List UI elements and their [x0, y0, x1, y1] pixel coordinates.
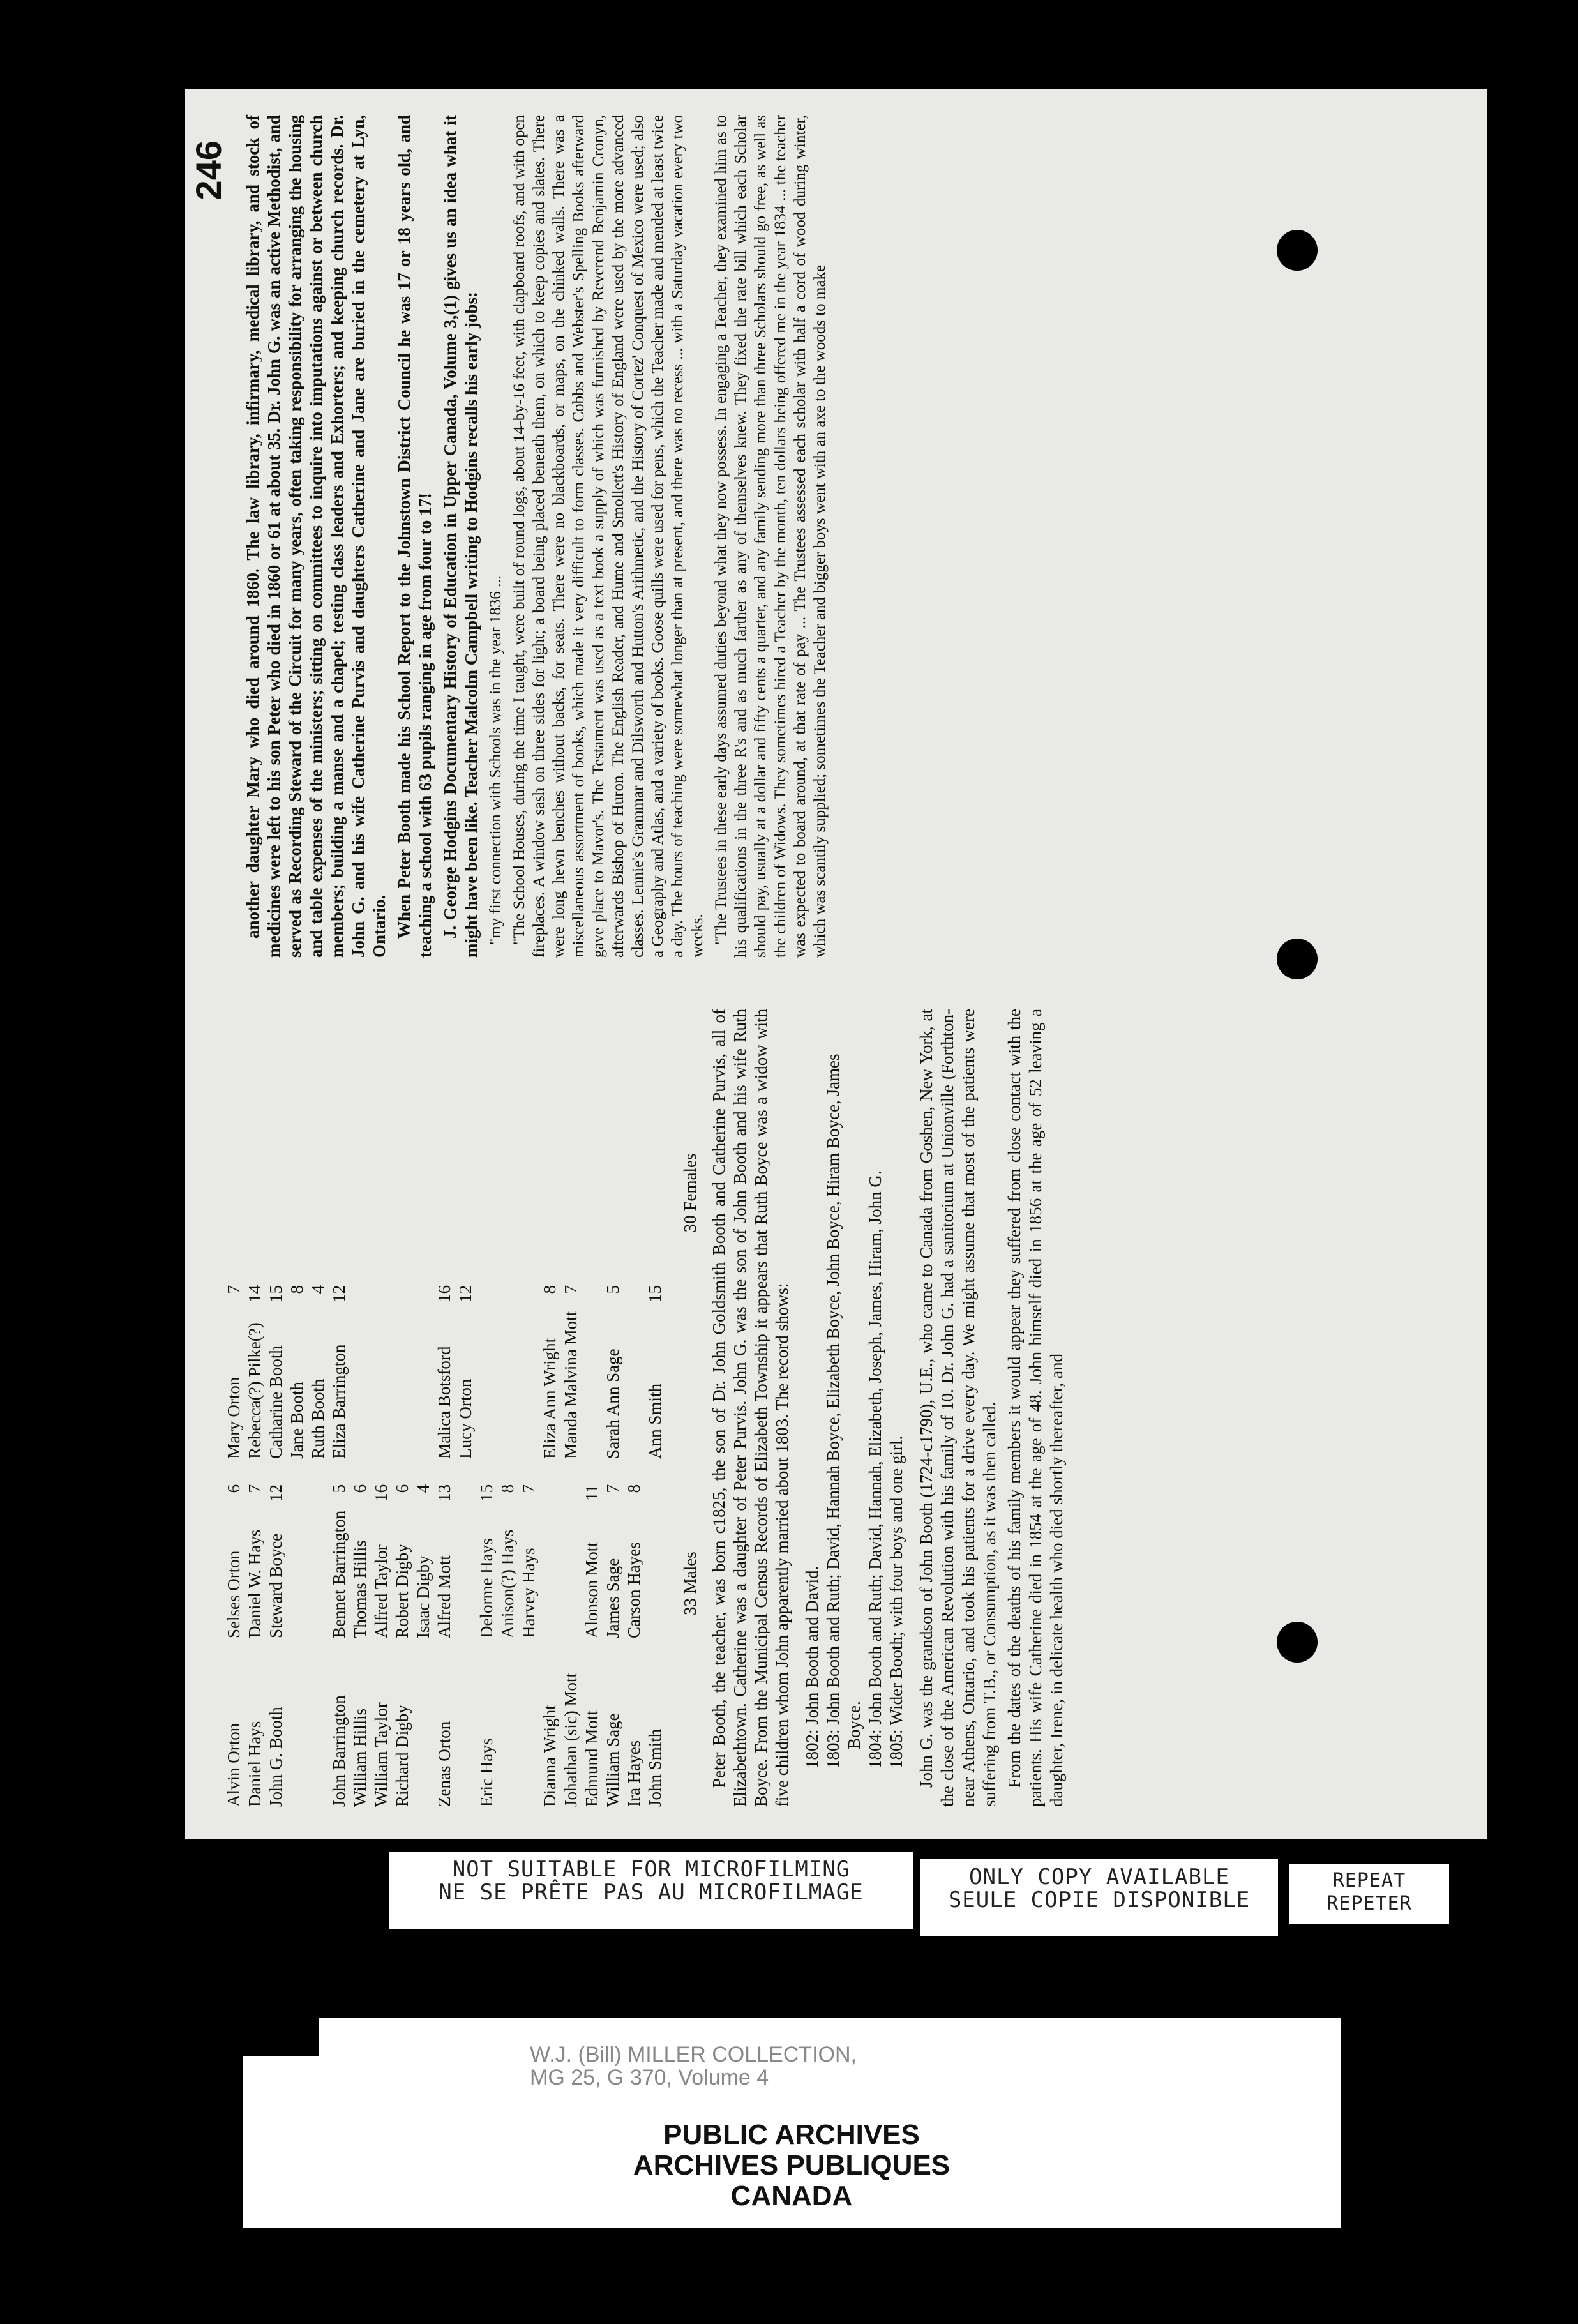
girl-name: Eliza Ann Wright	[540, 1338, 559, 1459]
boy-name	[560, 1502, 582, 1638]
girl-name	[518, 1302, 539, 1459]
girl-name	[582, 1302, 603, 1459]
parent-name: John Barrington	[329, 1695, 349, 1807]
parent-age	[392, 1638, 413, 1664]
paragraph-mary-peter: another daughter Mary who died around 1860. The law library, infirmary, medical library, and stock of medicines were left to his son Peter who died in 1860 or 61 at about 35. Dr. John G. was an active Methodist, and served as Recording Steward of the Circuit for many years, often taking responsibility for arranging the housing and table expenses of the ministers; sitting on committees to inquire into imputations against or between church members; building a manse and a chapel; testing class leaders and Exhorters; and keeping church records. Dr. John G. and his wife Catherine Purvis and daughters Catherine and Jane are buried in the cemetery at Lyn, Ontario.	[243, 115, 389, 958]
paragraph-hodgins: J. George Hodgins Documentary History of Education in Upper Canada, Volume 3,(1) gives us an idea what it might have been like. Teacher Malcolm Campbell writing to Hodgins recalls his early jobs:	[440, 115, 481, 958]
paragraph-family-deaths: From the dates of the deaths of his family members it would appear they suffered from close contact with the patients. His wife Catherine died in 1854 at the age of 48. John himself died in 1856 at the age of 52 leaving a daughter, Irene, in delicate health who died shortly thereafter, and	[1005, 1009, 1066, 1807]
parent-name: William Hillis	[350, 1708, 370, 1807]
campbell-quote	[486, 115, 830, 958]
boy-age: 15	[477, 1484, 496, 1502]
boy-name: Anison(?) Hays	[498, 1529, 517, 1639]
parent-age	[518, 1638, 539, 1664]
repeat-stamp: REPEAT REPETER	[1289, 1864, 1449, 1924]
boy-age	[308, 1459, 329, 1502]
girl-name: Rebecca(?) Pilke(?)	[245, 1322, 264, 1459]
table-row	[350, 1260, 371, 1807]
boy-name: Delorme Hays	[477, 1538, 496, 1639]
boy-name: Isaac Digby	[414, 1555, 433, 1639]
parent-name: Eric Hays	[477, 1738, 496, 1807]
parent-age	[350, 1638, 371, 1664]
boy-age	[645, 1459, 666, 1502]
girl-age	[518, 1260, 539, 1302]
parent-name: Johathan (sic) Mott	[561, 1673, 580, 1807]
boy-age	[539, 1459, 560, 1502]
females-total: 30 Females	[680, 1153, 700, 1233]
boy-age: 6	[350, 1484, 370, 1493]
girl-name	[371, 1302, 392, 1459]
table-row	[455, 1260, 476, 1807]
boy-age: 6	[393, 1484, 412, 1493]
boy-name: Carson Hayes	[624, 1542, 643, 1639]
girl-name: Ann Smith	[645, 1384, 665, 1459]
parent-age	[497, 1638, 518, 1664]
girl-name: Jane Booth	[287, 1382, 306, 1459]
label-notch	[243, 2018, 319, 2056]
boy-age: 7	[519, 1484, 538, 1493]
boy-age: 11	[582, 1484, 601, 1501]
boy-name	[645, 1502, 666, 1638]
document-page	[185, 89, 1487, 1839]
girl-name	[497, 1302, 518, 1459]
paragraph-school-report: When Peter Booth made his School Report to the Johnstown District Council he was 17 or 18 years old, and teaching a school with 63 pupils ranging in age from four to 17!	[395, 115, 435, 958]
girl-age: 15	[645, 1285, 665, 1302]
boy-name: Alfred Taylor	[372, 1544, 391, 1639]
parent-age	[287, 1638, 308, 1664]
girl-age	[413, 1260, 434, 1302]
girl-age: 8	[287, 1285, 306, 1294]
boy-name	[539, 1502, 560, 1638]
girl-age: 7	[224, 1285, 243, 1294]
boy-age: 16	[372, 1484, 391, 1502]
table-row	[539, 1260, 560, 1807]
boy-age	[560, 1459, 582, 1502]
table-row	[624, 1260, 645, 1807]
paragraph-peter-booth: Peter Booth, the teacher, was born c1825, the son of Dr. John Goldsmith Booth and Catherine Purvis, all of Elizabethtown. Catherine was a daughter of Peter Purvis. John G. was the son of John Booth and his wife Ruth Boyce. From the Municipal Census Records of Elizabeth Township it appears that Ruth Boyce was a widow with five children whom John apparently married about 1803. The record shows:	[709, 1009, 792, 1807]
table-row	[392, 1260, 413, 1807]
boy-age	[455, 1459, 476, 1502]
girl-age	[582, 1260, 603, 1302]
boy-age	[287, 1459, 308, 1502]
girl-age	[371, 1260, 392, 1302]
girl-age	[392, 1260, 413, 1302]
boy-name: Alfred Mott	[435, 1555, 454, 1639]
parent-name: Zenas Orton	[435, 1721, 454, 1807]
parent-name: Alvin Orton	[224, 1723, 243, 1807]
parent-age	[329, 1638, 350, 1664]
girl-name: Lucy Orton	[456, 1378, 475, 1459]
parent-name	[287, 1664, 308, 1807]
boy-age: 8	[624, 1484, 643, 1493]
girl-age: 8	[540, 1285, 559, 1294]
boy-name: Daniel W. Hays	[245, 1529, 264, 1639]
table-row	[434, 1260, 455, 1807]
boy-age: 6	[224, 1484, 243, 1493]
parent-age	[455, 1638, 476, 1664]
girl-age: 12	[456, 1285, 475, 1302]
boy-name: Harvey Hays	[519, 1548, 538, 1639]
census-records	[802, 1009, 907, 1769]
parent-age	[582, 1638, 603, 1664]
table-row	[582, 1260, 603, 1807]
girl-name: Ruth Booth	[308, 1378, 327, 1459]
left-column	[185, 1009, 1487, 1807]
school-roster-table	[223, 1260, 666, 1807]
girl-name: Catharine Booth	[266, 1345, 285, 1459]
archives-label	[243, 2018, 1341, 2228]
girl-name	[350, 1302, 371, 1459]
table-row	[413, 1260, 434, 1807]
girl-age	[624, 1260, 645, 1302]
parent-name: Ira Hayes	[624, 1740, 643, 1807]
girl-age: 5	[603, 1285, 622, 1294]
parent-name	[518, 1664, 539, 1807]
males-total: 33 Males	[680, 1551, 700, 1615]
girl-age: 14	[245, 1285, 264, 1302]
boy-age: 13	[435, 1484, 454, 1502]
table-row	[223, 1260, 244, 1807]
parent-name: Edmund Mott	[582, 1710, 601, 1807]
archives-title: PUBLIC ARCHIVES ARCHIVES PUBLIQUES CANADA	[633, 2119, 951, 2212]
parent-name: Dianna Wright	[540, 1705, 559, 1807]
boy-age: 12	[266, 1484, 285, 1502]
parent-age	[413, 1638, 434, 1664]
quote-paragraph: "The Trustees in these early days assumed duties beyond what they now possess. In engaging a Teacher, they examined him as to his qualifications in the three R's and as much farther as any of themselves knew. They fixed the rate bill which each Scholar should pay, usually at a dollar and fifty cents a quarter, and any family sending more than three Scholars should go free, as well as the children of Widows. They sometimes hired a Teacher by the month, ten dollars being offered me in the year 1834 ... the teacher was expected to board around, at that rate of pay ... The Trustees assessed each scholar with half a cord of wood during winter, which was scantily supplied; sometimes the Teacher and bigger boys went with an axe to the woods to make	[712, 115, 829, 958]
girl-age	[350, 1260, 371, 1302]
table-row	[266, 1260, 287, 1807]
parent-age	[624, 1638, 645, 1664]
boy-age: 8	[498, 1484, 517, 1493]
parent-name	[497, 1664, 518, 1807]
table-row	[371, 1260, 392, 1807]
boy-name: Robert Digby	[393, 1544, 412, 1639]
census-record: 1805: Wider Booth; with four boys and one girl.	[887, 1435, 906, 1769]
not-suitable-stamp: NOT SUITABLE FOR MICROFILMING NE SE PRÊTE PAS AU MICROFILMAGE	[389, 1852, 913, 1929]
girl-name	[624, 1302, 645, 1459]
girl-name: Mary Orton	[224, 1377, 243, 1459]
parent-age	[434, 1638, 455, 1664]
parent-age	[308, 1638, 329, 1664]
girl-age: 12	[329, 1285, 349, 1302]
girl-name	[476, 1302, 497, 1459]
parent-age	[603, 1638, 624, 1664]
parent-name: John G. Booth	[266, 1707, 285, 1807]
parent-name	[308, 1664, 329, 1807]
parent-age	[645, 1638, 666, 1664]
quote-paragraph: "my first connection with Schools was in the year 1836 ...	[487, 575, 504, 945]
parent-age	[371, 1638, 392, 1664]
boy-name: Steward Boyce	[266, 1533, 285, 1639]
census-record: 1803: John Booth and Ruth; David, Hannah Boyce, Elizabeth Boyce, John Boyce, Hiram Boyce, James Boyce.	[823, 1053, 864, 1769]
parent-name	[455, 1664, 476, 1807]
boy-name: James Sage	[603, 1558, 622, 1639]
boy-age: 7	[603, 1484, 622, 1493]
girl-name	[392, 1302, 413, 1459]
parent-name: Richard Digby	[393, 1705, 412, 1807]
boy-age: 7	[245, 1484, 264, 1493]
boy-name: Thomas Hillis	[350, 1540, 370, 1639]
census-record: 1804: John Booth and Ruth; David, Hannah, Elizabeth, Joseph, James, Hiram, John G.	[866, 1170, 885, 1769]
table-row	[287, 1260, 308, 1807]
parent-name: William Taylor	[372, 1702, 391, 1807]
girl-name: Malica Botsford	[435, 1346, 454, 1459]
girl-age	[497, 1260, 518, 1302]
parent-age	[539, 1638, 560, 1664]
girl-name: Manda Malvina Mott	[561, 1311, 580, 1459]
girl-age: 7	[561, 1285, 580, 1294]
girl-age	[476, 1260, 497, 1302]
table-row	[497, 1260, 518, 1807]
census-record: 1802: John Booth and David.	[802, 1566, 822, 1769]
table-row	[645, 1260, 666, 1807]
parent-name: William Sage	[603, 1713, 622, 1807]
table-row	[560, 1260, 582, 1807]
parent-name	[413, 1664, 434, 1807]
boy-name	[287, 1502, 308, 1638]
roster-totals	[680, 1009, 701, 1807]
boy-age: 5	[329, 1484, 349, 1493]
paragraph-john-g-grandson: John G. was the grandson of John Booth (1724-c1790), U.E., who came to Canada from Goshen, New York, at the close of the American Revolution with his family of 10. Dr. John G. had a sanitorium at Unionville (Forthton-near Athens, Ontario, and took his patients for a drive every day. We might assume that most of the patients were suffering from T.B., or Consumption, as it was then called.	[917, 1009, 999, 1807]
parent-name: John Smith	[645, 1728, 665, 1807]
boy-age: 4	[414, 1484, 433, 1493]
girl-age: 16	[435, 1285, 454, 1302]
girl-name: Sarah Ann Sage	[603, 1348, 622, 1459]
parent-age	[266, 1638, 287, 1664]
girl-age: 15	[266, 1285, 285, 1302]
table-row	[329, 1260, 350, 1807]
parent-age	[560, 1638, 582, 1664]
page-number: 246	[188, 140, 229, 200]
girl-name: Eliza Barrington	[329, 1344, 349, 1459]
boy-name	[455, 1502, 476, 1638]
collection-reference: W.J. (Bill) MILLER COLLECTION, MG 25, G 370, Volume 4	[530, 2042, 857, 2090]
quote-paragraph: "The School Houses, during the time I taught, were built of round logs, about 14-by-16 feet, with clapboard roofs, and with open fireplaces. A window sash on three sides for light; a board being placed beneath them, on which to keep copies and slates. There were long hewn benches without backs, for seats. There were no blackboards, or maps, on the chinked walls. There was a miscellaneous assortment of books, which made it very difficult to form classes. Cobbs and Webster's Spelling Books afterward gave place to Mavor's. The Testament was used as a text book a supply of which was furnished by Reverend Benjamin Cronyn, afterwards Bishop of Huron. The English Reader, and Hume and Smollett's History of England were used by the more advanced classes. Lennie's Grammar and Dilsworth and Hutton's Arithmetic, and the History of Cortez' Conquest of Mexico were used; also a Geography and Atlas, and a variety of books. Goose quills were used for pens, which the Teacher made and mended at least twice a day. The hours of teaching were somewhat longer than at present, and there was no recess ... with a Saturday vacation every two weeks.	[511, 115, 706, 958]
boy-name	[308, 1502, 329, 1638]
table-row	[603, 1260, 624, 1807]
parent-age	[223, 1638, 244, 1664]
only-copy-stamp: ONLY COPY AVAILABLE SEULE COPIE DISPONIBLE	[919, 1858, 1279, 1937]
boy-name: Selses Orton	[224, 1550, 243, 1639]
right-column	[185, 115, 1487, 958]
table-row	[476, 1260, 497, 1807]
table-row	[244, 1260, 266, 1807]
rotated-content	[185, 89, 1487, 1839]
table-row	[308, 1260, 329, 1807]
parent-age	[476, 1638, 497, 1664]
parent-name: Daniel Hays	[245, 1721, 264, 1807]
parent-age	[244, 1638, 266, 1664]
boy-name: Alonson Mott	[582, 1542, 601, 1639]
girl-age: 4	[308, 1285, 327, 1294]
boy-name: Bennet Barrington	[329, 1510, 349, 1639]
girl-name	[413, 1302, 434, 1459]
table-row	[518, 1260, 539, 1807]
